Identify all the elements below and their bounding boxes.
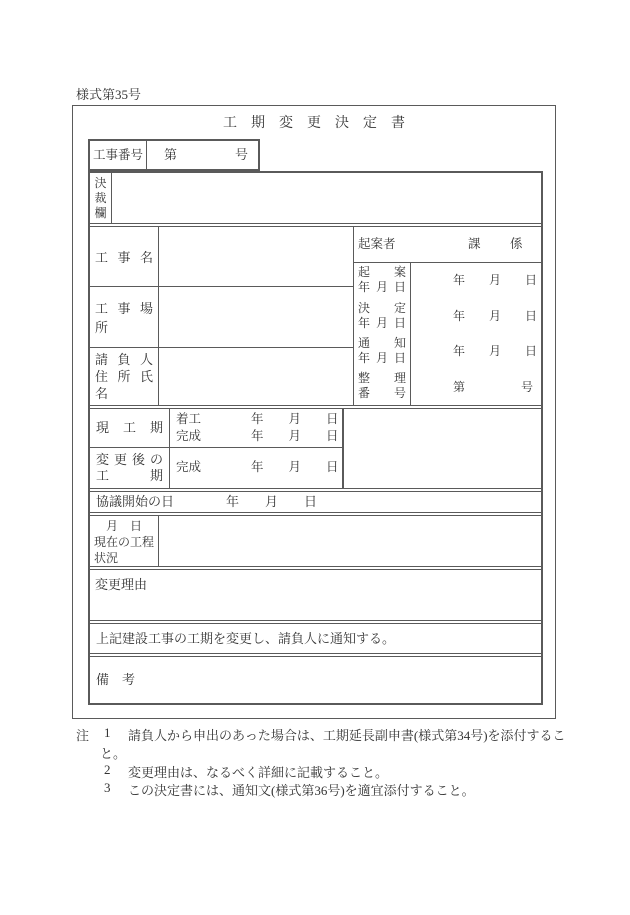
decision-date-label-line1: 決 定	[358, 301, 406, 315]
reference-number-label-line2: 番 号	[358, 386, 406, 400]
revised-period-finish: 完成 年 月 日	[170, 448, 343, 488]
reason-block	[90, 569, 541, 621]
draft-date-label-line1: 起 案	[358, 265, 406, 279]
decision-date-value: 年 月 日	[453, 309, 538, 323]
note-line-3	[76, 780, 596, 798]
notification-date-label-line2: 年 月 日	[358, 351, 406, 365]
contractor-label	[90, 348, 159, 405]
note-line-1-cont	[76, 743, 596, 761]
reference-number-label-line1: 整 理	[358, 371, 406, 385]
form-number: 様式第35号	[76, 87, 142, 102]
notice-row	[90, 623, 541, 654]
contractor-field	[159, 348, 353, 405]
construction-name-label	[90, 227, 159, 287]
current-period-label: 現 工 期	[90, 409, 170, 448]
approval-row	[90, 173, 541, 224]
reference-number-value	[411, 367, 541, 405]
decision-date-label	[354, 297, 411, 335]
revised-period-label-line1: 変 更 後 の	[96, 452, 163, 467]
contractor-label-line2: 住 所 氏 名	[95, 369, 153, 401]
note-line-1	[76, 725, 596, 743]
note-2-number: 2	[104, 762, 111, 777]
notification-date-label-line1: 通 知	[358, 336, 406, 350]
reference-suffix: 号	[520, 379, 533, 394]
notification-date-value: 年 月 日	[453, 344, 538, 358]
drafter-panel	[353, 227, 541, 405]
drafter-label: 起案者	[358, 237, 396, 251]
approval-label: 決裁欄	[90, 173, 112, 223]
reason-label: 変更理由	[95, 577, 148, 592]
progress-label-line1: 月 日	[94, 519, 143, 533]
construction-number-label: 工事番号	[90, 141, 147, 169]
construction-number-field	[147, 141, 258, 169]
period-block	[90, 408, 541, 489]
drafter-section-label: 課	[468, 237, 481, 251]
drafter-subsection-label: 係	[510, 237, 523, 251]
construction-site-label-text: 工 事 場 所	[95, 301, 153, 335]
revised-period-label-line2: 工 期	[96, 468, 163, 483]
notice-text: 上記建設工事の工期を変更し、請負人に通知する。	[96, 631, 396, 646]
note-3-text: この決定書には、通知文(様式第36号)を適宜添付すること。	[128, 783, 475, 798]
approval-field	[112, 173, 541, 223]
remarks-block	[90, 656, 541, 703]
document-title: 工 期 変 更 決 定 書	[223, 116, 405, 131]
progress-label	[90, 516, 159, 566]
progress-label-line2: 現在の工程	[94, 535, 155, 549]
draft-date-value: 年 月 日	[453, 273, 538, 287]
info-block	[90, 226, 541, 406]
decision-date-label-line2: 年 月 日	[358, 316, 406, 330]
number-prefix: 第	[164, 147, 178, 162]
note-line-2	[76, 762, 596, 780]
current-period-start: 着工 年 月 日	[176, 412, 339, 426]
remarks-label: 備 考	[96, 672, 136, 687]
note-1-continuation: と。	[100, 746, 127, 761]
reference-prefix: 第	[453, 379, 466, 394]
construction-site-label	[90, 287, 159, 348]
contractor-label-line1: 請 負 人	[95, 352, 153, 367]
draft-date-label	[354, 263, 411, 297]
notification-date-label	[354, 335, 411, 367]
reference-number-label	[354, 367, 411, 405]
construction-name-field	[159, 227, 353, 287]
consultation-row	[90, 491, 541, 513]
note-1-number: 1	[104, 725, 111, 740]
progress-block	[90, 515, 541, 567]
note-3-number: 3	[104, 780, 111, 795]
construction-site-field	[159, 287, 353, 348]
current-period-finish: 完成 年 月 日	[176, 429, 339, 443]
current-period-dates	[170, 409, 343, 448]
consultation-text: 協議開始の日 年 月 日	[96, 494, 318, 509]
note-1-text: 請負人から申出のあった場合は、工期延長副申書(様式第34号)を添付するこ	[128, 728, 566, 743]
note-2-text: 変更理由は、なるべく詳細に記載すること。	[128, 765, 389, 780]
progress-field	[159, 516, 541, 566]
construction-number-table	[88, 139, 260, 171]
note-marker: 注	[76, 728, 90, 743]
progress-label-line3: 状況	[94, 551, 119, 565]
draft-date-label-line2: 年 月 日	[358, 280, 406, 294]
drafter-row	[354, 227, 541, 263]
construction-name-label-text: 工 事 名	[95, 250, 153, 265]
revised-period-label	[90, 448, 170, 488]
period-notes-field	[343, 409, 541, 488]
number-suffix: 号	[234, 147, 248, 162]
